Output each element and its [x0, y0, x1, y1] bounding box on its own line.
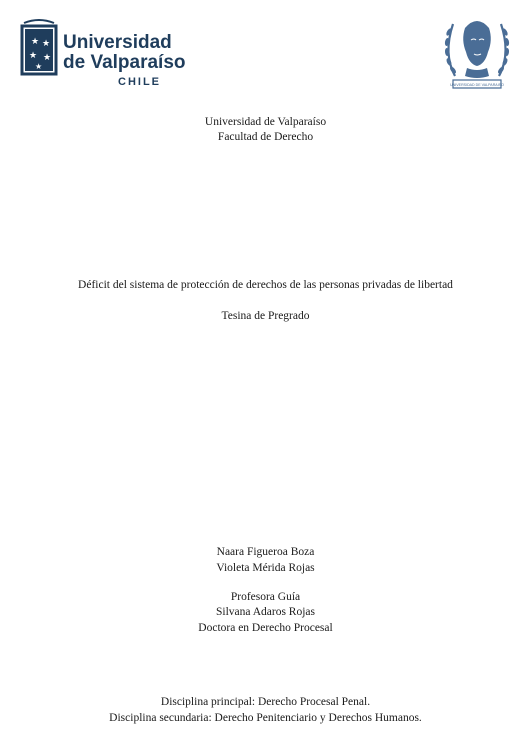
institution-name: Universidad de Valparaíso: [204, 116, 327, 128]
ribbon-banner: [450, 80, 504, 88]
svg-text:★: ★: [31, 37, 40, 47]
svg-text:★: ★: [43, 53, 52, 63]
ribbon-text: UNIVERSIDAD DE VALPARAISO: [450, 83, 504, 87]
logo-text-line2: de Valparaíso: [63, 52, 186, 73]
svg-text:★: ★: [35, 62, 43, 71]
university-logo: [20, 16, 186, 88]
university-emblem: [441, 10, 513, 92]
svg-text:★: ★: [42, 39, 51, 49]
secondary-discipline: Disciplina secundaria: Derecho Penitenciario y Derechos Humanos.: [109, 712, 422, 724]
logo-text-line1: Universidad: [63, 32, 172, 53]
thesis-type: Tesina de Pregrado: [221, 310, 310, 322]
thesis-title: Déficit del sistema de protección de derechos de las personas privadas de libertad: [78, 279, 453, 291]
classical-head-icon: [463, 21, 491, 78]
advisor-title: Doctora en Derecho Procesal: [198, 622, 333, 634]
svg-text:★: ★: [29, 51, 38, 61]
faculty-name: Facultad de Derecho: [217, 131, 314, 143]
logo-text-line3: CHILE: [118, 76, 161, 88]
author-name: Naara Figueroa Boza: [216, 546, 315, 558]
author-name: Violeta Mérida Rojas: [216, 562, 315, 574]
advisor-name: Silvana Adaros Rojas: [215, 606, 316, 618]
advisor-role: Profesora Guía: [230, 591, 301, 603]
star-shield-icon: [22, 20, 56, 74]
primary-discipline: Disciplina principal: Derecho Procesal Penal.: [160, 696, 371, 708]
